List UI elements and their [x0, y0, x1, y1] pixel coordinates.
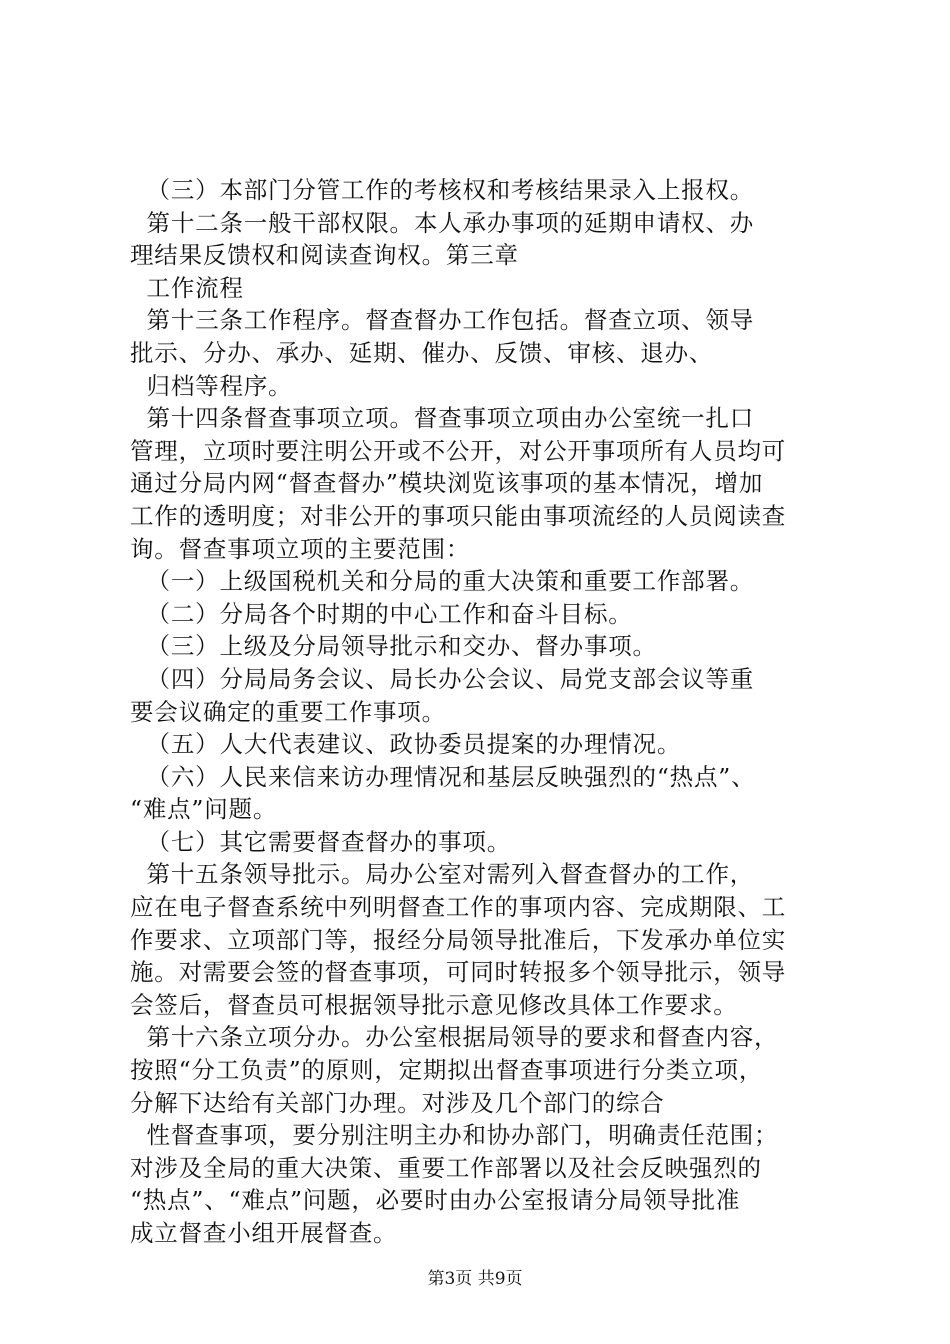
- document-body: [130, 174, 830, 1250]
- text-line: 作要求、立项部门等，报经分局领导批准后，下发承办单位实: [130, 925, 787, 954]
- text-line: 分解下达给有关部门办理。对涉及几个部门的综合: [130, 1088, 665, 1117]
- text-line: 会签后，督查员可根据领导批示意见修改具体工作要求。: [130, 990, 738, 1019]
- text-line: 性督查事项，要分别注明主办和协办部门，明确责任范围；: [130, 1121, 779, 1150]
- text-line: “热点”、“难点”问题，必要时由办公室报请分局领导批准: [130, 1186, 741, 1215]
- text-line: “难点”问题。: [130, 795, 278, 824]
- text-line: 对涉及全局的重大决策、重要工作部署以及社会反映强烈的: [130, 1153, 762, 1182]
- text-line: 批示、分办、承办、延期、催办、反馈、审核、退办、: [130, 338, 714, 367]
- text-line: （七）其它需要督查督办的事项。: [130, 827, 512, 856]
- text-line: （四）分局局务会议、局长办公会议、局党支部会议等重: [130, 664, 755, 693]
- text-line: 归档等程序。: [130, 371, 293, 400]
- text-line: 成立督查小组开展督查。: [130, 1219, 398, 1247]
- text-line: 第十六条立项分办。办公室根据局领导的要求和督查内容，: [130, 1023, 779, 1052]
- text-line: 第十四条督查事项立项。督查事项立项由办公室统一扎口: [130, 404, 755, 433]
- text-line: （三）本部门分管工作的考核权和考核结果录入上报权。: [130, 176, 755, 204]
- text-line: 询。督查事项立项的主要范围：: [130, 534, 471, 563]
- text-line: 管理，立项时要注明公开或不公开，对公开事项所有人员均可: [130, 436, 787, 465]
- text-line: （六）人民来信来访办理情况和基层反映强烈的“热点”、: [130, 762, 756, 791]
- text-line: 按照“分工负责”的原则，定期拟出督查事项进行分类立项，: [130, 1056, 764, 1085]
- text-line: 要会议确定的重要工作事项。: [130, 697, 446, 726]
- text-line: 应在电子督查系统中列明督查工作的事项内容、完成期限、工: [130, 893, 787, 922]
- text-line: 通过分局内网“督查督办”模块浏览该事项的基本情况，增加: [130, 469, 764, 498]
- text-line: （二）分局各个时期的中心工作和奋斗目标。: [130, 599, 633, 628]
- text-line: 工作流程: [130, 273, 244, 302]
- text-line: 工作的透明度；对非公开的事项只能由事项流经的人员阅读查: [130, 501, 787, 530]
- text-line: （三）上级及分局领导批示和交办、督办事项。: [130, 632, 657, 661]
- text-line: 第十五条领导批示。局办公室对需列入督查督办的工作，: [130, 860, 755, 889]
- text-line: 第十二条一般干部权限。本人承办事项的延期申请权、办: [130, 208, 755, 237]
- text-line: 第十三条工作程序。督查督办工作包括。督查立项、领导: [130, 306, 755, 335]
- text-line: （一）上级国税机关和分局的重大决策和重要工作部署。: [130, 567, 755, 596]
- text-line: （五）人大代表建议、政协委员提案的办理情况。: [130, 730, 682, 759]
- page-footer: 第3页 共9页: [427, 1269, 523, 1289]
- text-line: 施。对需要会签的督查事项，可同时转报多个领导批示，领导: [130, 958, 787, 987]
- text-line: 理结果反馈权和阅读查询权。第三章: [130, 241, 519, 270]
